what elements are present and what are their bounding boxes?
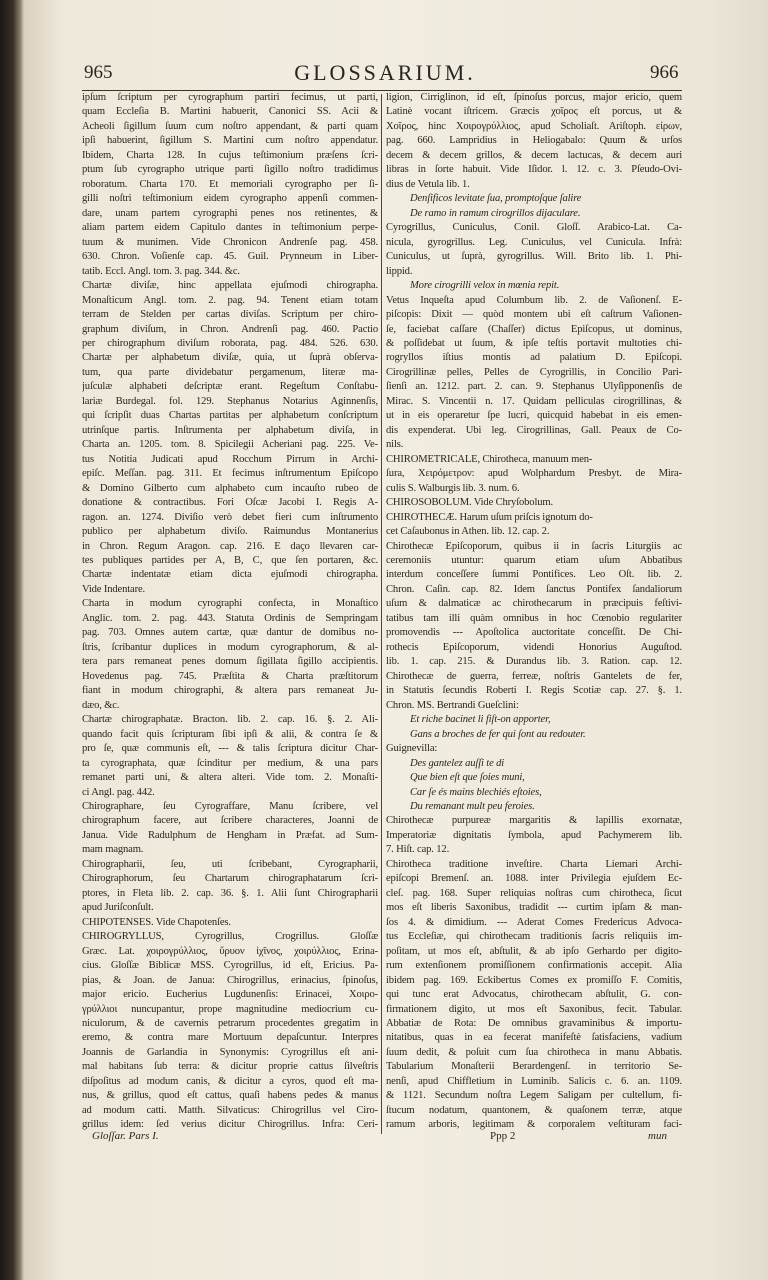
text-line: cet Caſaubonus in Athen. lib. 12. cap. 2. [386,526,550,538]
text-line: epiſcopi Bremenſ. an. 1088. inter Privilegia ejuſdem Ec- [386,873,682,885]
text-line: mos eſt liberis Saxonibus, tradidit --- curtim ipſam & man- [386,902,682,914]
text-line: graphum diviſum, in Chron. Andrenſi pag. 460. Pactio [82,323,378,335]
text-line: & Domino Gilberto cum alphabeto cum incauſto rubeo de [82,482,378,494]
text-line: rothecis Epiſcoporum, videndi Honorius Auguſtod. [386,641,682,653]
text-line: ptores, in Fleta lib. 2. cap. 36. §. 1. Alii ſunt Chirographarii [82,887,378,899]
text-line: tus Notitia Judicati apud Rocchum Pirrum in Archi- [82,453,378,465]
text-line: ſuum dedit, & poſuit cum ſua chirotheca in manu Abbatis. [386,1046,682,1058]
text-line: dius de Vetula lib. 1. [386,178,470,190]
text-line: cius. Gloſſæ Biblicæ MSS. Cyrogrillus, id eſt, Ericius. Pa- [82,960,378,972]
text-line: CHIPOTENSES. Vide Chapotenſes. [82,916,231,928]
text-line: apud Juriſconſult. [82,902,154,914]
text-line: Chirographorum, ſeu Chartarum chirographatarum ſcri- [82,873,378,885]
text-line: pro ſe, quæ communis eſt, --- & talis ſcriptura dicitur Char- [82,743,378,755]
text-line: ad modum catti. Matth. Silvaticus: Chirogrillus vel Ciro- [82,1104,378,1116]
text-line: tera pars remaneat penes domum ſigillata ſigillo accipientis. [82,656,378,668]
text-line: lib. 1. cap. 215. & Durandus lib. 3. Ration. cap. 12. [386,656,682,668]
text-line: Chirographarii, ſeu, uti ſcribebant, Cyrographarii, [82,858,378,870]
text-line: tum, qua parte dividebatur pergamenum, literæ ma- [82,366,378,378]
text-line: major ericio. Eucherius Lugdunenſis: Erinacei, Χοιρο- [82,989,378,1001]
text-line: in Statutis ſecundis Roberti I. Regis Scotiæ cap. 27. §. 1. [386,685,682,697]
text-line: nils. [386,439,404,451]
text-line: Hovedenus pag. 745. Præſtita & Charta præſtitorum [82,670,378,682]
text-line: Ibidem, Charta 128. In cujus teſtimonium præſens ſcri- [82,149,378,161]
text-line: ragon. an. 1274. Diviſio verò debet fieri cum inſtrumento [82,511,378,523]
text-line: aliam partem eidem Capitulo dantes in teſtimonium perpe- [82,222,378,234]
text-line: Gans a broches de fer qui ſont au redouter. [410,728,586,740]
text-line: dæo, &c. [82,699,120,711]
text-line: Chartæ chirographatæ. Bracton. lib. 2. cap. 16. §. 2. Ali- [82,714,378,726]
text-line: libras in ſorte habuit. Vide Iſidor. l. 12. c. 3. Pſeudo-Ovi- [386,164,682,176]
text-line: niculorum, & de cavernis petrarum procedentes gregatim in [82,1018,378,1029]
text-line: Denſificos levitate ſua, promptoſque ſalire [410,193,582,205]
text-line: & 1121. Secundum noſtra Legem Saligam per cultellum, fi- [386,1090,682,1102]
text-line: tes publiques partides per A, B, C, que ſen portaren, &c. [82,555,378,566]
text-line: qui ſcripſit duas Chartas partitas per alphabetum conſcriptum [82,410,378,422]
text-line: ptum ſub cyrographo utrique parti ſigillo noſtro tradidimus [82,164,378,176]
text-line: ſtris, ſcribantur duplices in modum cyrographorum, & al- [82,641,378,653]
footer-signature-mark: Ppp 2 [490,1130,516,1142]
text-line: ut in eis operaretur ſpe lucri, quicquid habebat in eis emen- [386,410,682,422]
text-line: ſienſi an. 1212. part. 2. can. 9. Stephanus Ulyſipponenſis de [386,381,682,393]
text-line: firmationem digito, ut mos eſt Saxonibus, fecit. Tabular. [386,1003,682,1015]
text-line: 7. Hiſt. cap. 12. [386,844,450,856]
text-line: fiant in modum chirographi, & altera pars remaneat Ju- [82,685,378,697]
text-line: Latinè vocant iſtricem. Græcis χοῖρος eſt porcus, ut & [386,106,682,118]
text-line: ſura, Χειρόμετρον: apud Wolphardum Presbyt. de Mira- [386,468,682,480]
text-line: De ramo in ramum cirogrillos dijaculare. [410,207,581,219]
text-line: Chartæ per alphabetum diviſæ, quia, ut ſuprà obſerva- [82,352,378,364]
text-line: Χοῖρος, hinc Χοιρογρύλλιος, apud Scholiaſt. Ariſtoph. εἰρων, [386,120,682,132]
text-line: ramum arboris, legitimam & corporalem veſtituram faci- [386,1119,682,1131]
text-line: Tabularium Monaſterii Berardengenſ. in territorio Se- [386,1061,682,1073]
text-line: ipſum ſcriptum per cyrographum partiri fecimus, ut parti, [82,92,378,103]
text-line: 630. Chron. Voſienſe cap. 45. Guil. Prynneum in Liber- [82,251,378,263]
text-line: ta cyrographata, quæ ſcinditur per medium, & una pars [82,757,378,769]
text-line: mal habitans ſub terra: & dicitur proprie cattus ſilveſtris [82,1061,378,1073]
header-rule [82,90,682,91]
text-line: dare, unam partem cyrographi penes nos retinentes, & [82,207,378,219]
footer-catchword: mun [648,1130,667,1142]
text-line: Chirothecæ purpureæ margaritis & lapillis exornatæ, [386,815,682,827]
text-line: Chirotheca traditione inveſtire. Charta Liemari Archi- [386,858,682,870]
text-line: Cuniculus, ut ſuprà, gyrogrillus. Will. Brito lib. 1. Phi- [386,251,682,263]
page-number-left: 965 [84,62,113,83]
text-line: Et riche bacinet li fiſt-on apporter, [410,714,551,726]
text-line: Que bien eſt que ſoies muni, [410,772,525,784]
text-line: in Chron. Regum Aragon. cap. 216. E daço llevaren car- [82,540,378,552]
book-binding [0,0,24,1280]
text-line: Cirogrillinæ pelles, Pelles de Cyrogrillis, in Concilio Pari- [386,366,682,378]
page-number-right: 966 [650,62,679,83]
text-line: CHIROMETRICALE, Chirotheca, manuum men- [386,453,593,465]
text-line: Cyrogrillus, Cuniculus, Conil. Gloſſ. Arabico-Lat. Ca- [386,222,682,234]
text-line: lariæ Burdegal. fol. 129. Stephanus Notarius Aginnenſis, [82,395,378,407]
text-line: qui tunc erat Advocatus, chirothecam abſtulit, G. con- [386,989,682,1001]
text-line: ligion, Cirriglinon, id eſt, ſpinoſus porcus, major ericio, quem [386,92,682,103]
text-line: Joannis de Garlandia in Synonymis: Cyrogrillus eſt ani- [82,1046,378,1058]
text-line: rogryllos iſtius montis ad palatium D. Epiſcopi. [386,352,682,364]
text-line: Abbatiæ de Rota: De omnibus gravaminibus & importu- [386,1018,682,1029]
text-line: decem & decem grillos, & decem lactucas, & decem auri [386,149,682,161]
text-line: grillus idem: ſed verius dicitur Chirogrillus. Infra: Ceri- [82,1119,378,1131]
column-divider [381,94,382,1134]
text-line: Chirothecæ de guerra, ferreæ, noſtris Gantelets de fer, [386,670,682,682]
text-line: lippid. [386,265,413,277]
text-line: Des gantelez auſſi te di [410,757,505,769]
text-line: Monaſticum Angl. tom. 2. pag. 94. Tenent etiam totam [82,294,378,306]
text-line: gilli noſtri teſtimonium eidem cyrographo appenſi commen- [82,193,378,205]
text-line: Chron. MS. Bertrandi Gueſclini: [386,699,519,711]
text-line: piſcopis: Dixit — quòd montem ubi eſt caſtrum Vaſionen- [386,309,682,321]
text-line: quam Eccleſia B. Martini habuerit, Canonici SS. Acii & [82,106,378,118]
text-line: remanet parti uni, & altera alteri. Vide tom. 2. Monaſti- [82,772,378,784]
text-line: ibidem pag. 169. Eckibertus Comes ex promiſſo F. Comitis, [386,974,682,986]
text-line: uſum & dalmaticæ ac chirothecarum in præcipuis feſtivi- [386,598,682,610]
text-line: chirographum facere, aut ſcribere characteres, Joanni de [82,815,378,827]
text-line: Chartæ indentatæ etiam dicta ejuſmodi chirographa. [82,569,378,581]
right-column [386,92,682,1132]
text-line: cleſ. pag. 168. Super reliquias noſtras cum chirotheca, ſicut [386,887,682,899]
text-line: tatibus tam illi quàm omnibus in hoc Cœnobio regulariter [386,612,682,624]
text-line: ipſi habuerint, ſigillum S. Martini cum noſtro appendatur. [82,135,378,147]
text-line: ci Angl. pag. 442. [82,786,155,798]
text-line: publico per alphabetum diviſo. Raimundus Montanerius [82,526,378,538]
text-line: mam magnam. [82,844,144,856]
text-line: Imperatoriæ dignitatis ſymbola, apud Pachymerem lib. [386,829,682,841]
text-line: nicula, gyrogrillus. Leg. Cuniculus, vel Cunicula. Infrà: [386,236,682,248]
text-line: More cirogrilli velox in mœnia repit. [410,280,560,292]
text-line: promovendis --- Apoſtolica auctoritate conceſſit. De Chi- [386,627,682,639]
text-line: Chartæ diviſæ, hinc appellata ejuſmodi chirographa. [82,280,378,292]
text-line: Janua. Vide Radulphum de Hengham in Præfat. ad Sum- [82,829,378,841]
text-line: Vide Indentare. [82,583,145,595]
text-line: ſtucum nodatum, quantonem, & quaſonem terræ, atque [386,1104,682,1116]
text-line: Guignevilla: [386,743,438,755]
text-line: ſe, faciebat caſſare (Chaſſer) dictus Epiſcopus, ut dominus, [386,323,682,335]
text-line: donatione & contractibus. Fori Oſcæ Jacobi I. Regis A- [82,497,378,509]
text-line: CHIROGRYLLUS, Cyrogrillus, Crogrillus. Gloſſæ [82,931,378,943]
text-line: dis expenderat. Ubi leg. Cirogrillinas, Gall. Peaux de Co- [386,424,682,436]
text-line: Chron. Caſin. cap. 82. Idem ſanctus Pontifex ſandaliorum [386,583,682,595]
text-line: tatib. Eccl. Angl. tom. 3. pag. 344. &c. [82,265,240,277]
text-line: tuum & munimen. Vide Chronicon Andrenſe pag. 458. [82,236,378,248]
text-line: per chirographum diviſum roborata, pag. 484. 526. 630. [82,337,378,349]
text-line: γρύλλιοι nuncupantur, prope magnitudine mediocrium cu- [82,1003,378,1015]
text-line: Du remanant mult peu feroies. [410,800,535,812]
text-line: nenſi, apud Chiffletium in Luminib. Salicis c. 6. an. 1109. [386,1075,682,1087]
text-line: eremo, & contra mare Mortuum depaſcuntur. Interpres [82,1032,378,1044]
text-line: Mirac. S. Vincentii n. 17. Quidam pelliculas cirogrillinas, & [386,395,682,407]
text-line: Chirographare, ſeu Cyrograffare, Manu ſcribere, vel [82,800,378,812]
text-line: tus Eccleſiæ, qui chirothecam traditionis ſacris reliquiis im- [386,931,682,943]
text-line: diſpoſitus ad modum canis, & dicitur a cyros, quod eſt ma- [82,1075,378,1087]
running-title: GLOSSARIUM. [294,60,476,85]
text-line: pag. 703. Omnes autem cartæ, quæ dantur de domibus no- [82,627,378,639]
text-line: quando facit quis ſcripturam ſibi ipſi & alii, & contra ſe & [82,728,378,740]
text-line: & poſſidebat ut ſuum, & ipſe teſtis portavit multoties chi- [386,337,682,349]
text-line: Chirothecæ Epiſcoporum, quibus ii in ſacris Liturgiis ac [386,540,682,552]
text-line: poſitam, ut mos eſt, abſtulit, & ab ipſo Gerhardo per digito- [386,945,682,957]
text-line: Græc. Lat. χοιρογρύλλιος, ὕρυον ἰχῖνος, χοιρύλλιος, Erina- [82,945,378,957]
left-column [82,92,378,1132]
text-line: Charta in modum cyrographi confecta, in Monaſtico [82,598,378,610]
text-line: pias, & Joan. de Janua: Chirogrillus, erinacius, ſpinoſus, [82,974,378,986]
text-line: rum extenſionem promiſſionem confirmationis accepit. Alia [386,960,682,972]
text-line: nitatibus, quas in ea fecerat manifeſtè ſatisfaciens, vadium [386,1032,682,1044]
footer-signature-note: Gloſſar. Pars I. [92,1130,159,1142]
text-line: juſculæ alphabeti deſcriptæ erant. Regeſtum Conſtabu- [82,381,378,393]
text-line: terram de Stelden per cartas diviſas. Scriptum per chiro- [82,309,378,321]
text-line: Acheoli ſigillum ſuum cum noſtro appendant, & parti quam [82,120,378,132]
text-line: nus, & grillus, quod eſt cattus, quaſi habens pedes & manus [82,1090,378,1102]
text-line: ceremoniis utuntur: quarum etiam uſum Abbatibus [386,555,682,566]
text-line: roboratum. Charta 170. Et memoriali cyrographo per ſi- [82,178,378,190]
text-line: culis S. Walburgis lib. 3. num. 6. [386,482,520,494]
text-line: interdum conceſſere ſummi Pontifices. Leo Oſt. lib. 2. [386,569,682,581]
text-line: Car ſe és mains blechiés eſtoies, [410,786,542,798]
text-line: Vetus Inqueſta apud Columbum lib. 2. de Vaſionenſ. E- [386,294,682,306]
text-line: utrinſque partis. Inſtrumenta per alphabetum diviſa, in [82,424,378,436]
text-line: Anglic. tom. 2. pag. 443. Statuta Ordinis de Sempringam [82,612,378,624]
text-line: Charta an. 1205. tom. 8. Spicilegii Acheriani pag. 225. Ve- [82,439,378,451]
text-line: pag. 660. Lampridius in Heliogabalo: Quum & urſos [386,135,682,147]
text-line: CHIROSOBOLUM. Vide Chryſobolum. [386,497,553,509]
text-line: ſos 4. & dimidium. --- Aderat Comes Fredericus Advoca- [386,916,682,928]
text-line: CHIROTHECÆ. Harum uſum priſcis ignotum do- [386,511,593,523]
text-line: epiſc. Meſſan. pag. 311. Et fecimus inſtrumentum Epiſcopo [82,468,378,480]
